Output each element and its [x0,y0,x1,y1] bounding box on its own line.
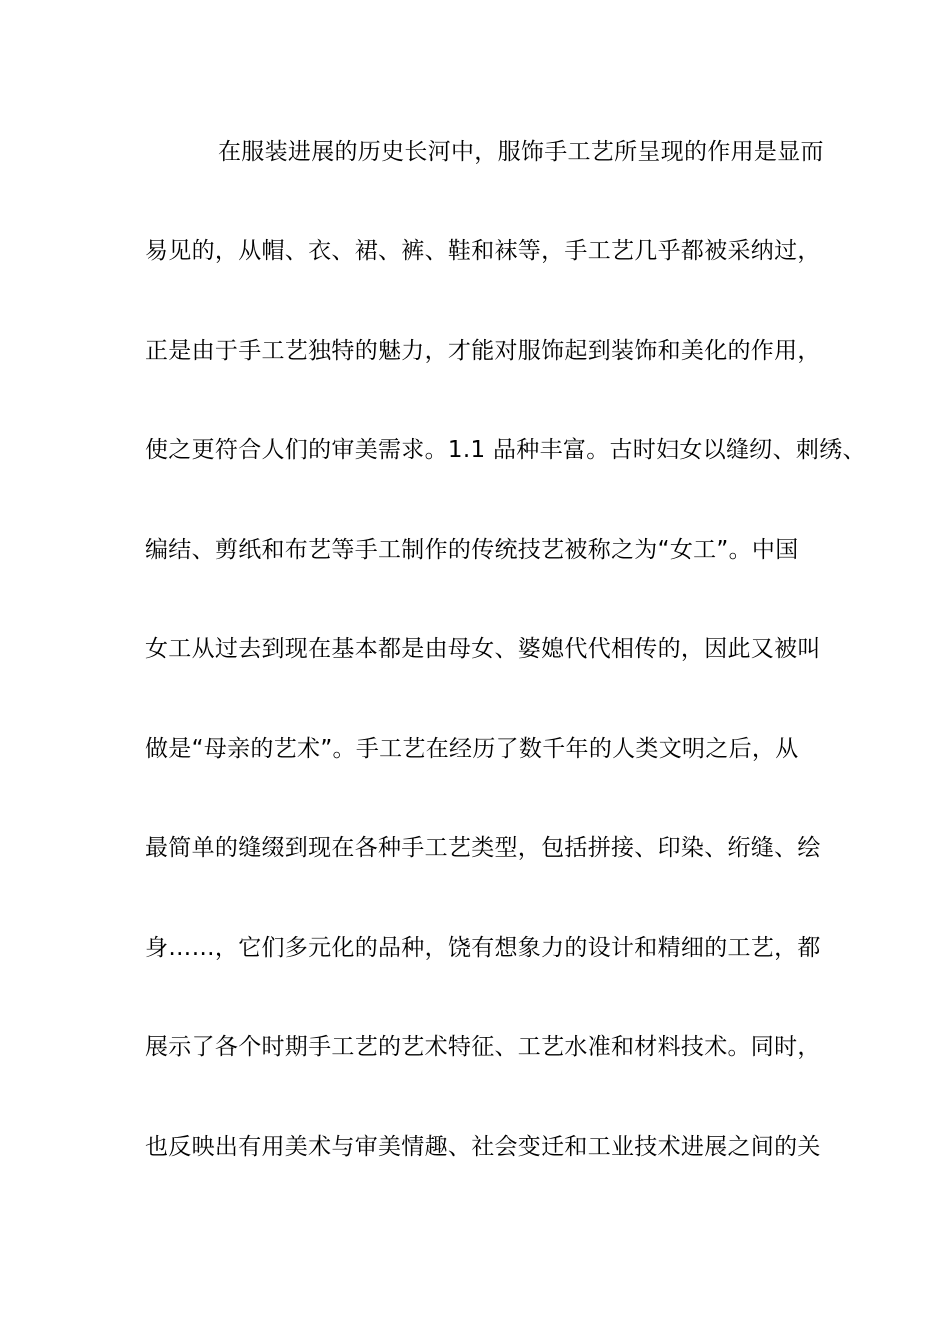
paragraph-line-6: 女工从过去到现在基本都是由母女、婆媳代代相传的，因此又被叫 [145,636,821,662]
paragraph-line-1: 在服装进展的历史长河中，服饰手工艺所呈现的作用是显而 [218,139,824,165]
paragraph-line-8: 最简单的缝缀到现在各种手工艺类型，包括拼接、印染、绗缝、绘 [145,835,821,861]
paragraph-line-7: 做是“母亲的艺术”。手工艺在经历了数千年的人类文明之后，从 [145,736,799,762]
paragraph-line-9: 身……，它们多元化的品种，饶有想象力的设计和精细的工艺，都 [145,935,821,961]
paragraph-line-10: 展示了各个时期手工艺的艺术特征、工艺水准和材料技术。同时， [145,1034,821,1060]
paragraph-line-5: 编结、剪纸和布艺等手工制作的传统技艺被称之为“女工”。中国 [145,537,799,563]
paragraph-line-2: 易见的，从帽、衣、裙、裤、鞋和袜等，手工艺几乎都被采纳过， [145,238,821,264]
paragraph-line-4: 使之更符合人们的审美需求。1.1 品种丰富。古时妇女以缝纫、刺绣、 [145,437,866,463]
paragraph-line-3: 正是由于手工艺独特的魅力，才能对服饰起到装饰和美化的作用， [145,338,821,364]
paragraph-line-11: 也反映出有用美术与审美情趣、社会变迁和工业技术进展之间的关 [145,1134,821,1160]
